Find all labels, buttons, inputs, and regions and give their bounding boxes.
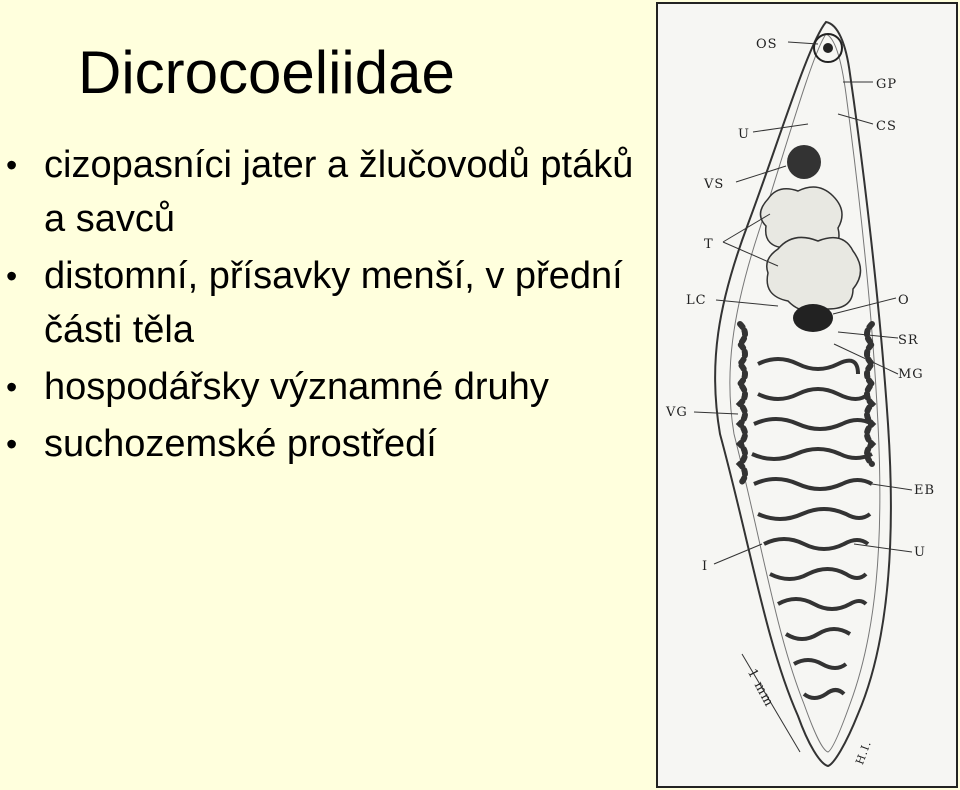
bullet-icon: • bbox=[6, 369, 18, 405]
vitelline-gland-left bbox=[740, 324, 745, 484]
bullet-text: hospodářsky významné druhy bbox=[44, 366, 549, 408]
label-cs: CS bbox=[876, 119, 897, 134]
label-t: T bbox=[704, 237, 714, 252]
bullet-text: distomní, přísavky menší, v přední části těla bbox=[44, 255, 623, 351]
label-u-top: U bbox=[738, 127, 750, 142]
label-o: O bbox=[898, 293, 910, 308]
ovary bbox=[793, 304, 833, 332]
bullet-icon: • bbox=[6, 147, 18, 183]
uterus-loops bbox=[752, 359, 872, 698]
bullet-icon: • bbox=[6, 258, 18, 294]
label-mg: MG bbox=[898, 367, 924, 382]
fluke-anatomy-figure bbox=[656, 2, 958, 788]
bullet-item bbox=[0, 360, 640, 414]
bullet-item bbox=[0, 417, 640, 471]
bullet-item bbox=[0, 138, 640, 246]
label-eb: EB bbox=[914, 483, 936, 498]
label-i: I bbox=[702, 559, 709, 574]
label-scale: 1 mm bbox=[743, 666, 777, 710]
testis-posterior bbox=[767, 237, 861, 311]
bullet-icon: • bbox=[6, 426, 18, 462]
label-vs: VS bbox=[704, 177, 725, 192]
fluke-anatomy-diagram bbox=[658, 4, 956, 786]
bullet-list bbox=[0, 138, 640, 474]
label-vg: VG bbox=[666, 405, 688, 420]
bullet-item bbox=[0, 249, 640, 357]
label-gp: GP bbox=[876, 77, 898, 92]
label-os: OS bbox=[756, 37, 778, 52]
label-signature: H.I. bbox=[853, 738, 874, 767]
bullet-text: cizopasníci jater a žlučovodů ptáků a savců bbox=[44, 144, 634, 240]
label-lc: LC bbox=[686, 293, 707, 308]
bullet-text: suchozemské prostředí bbox=[44, 423, 437, 465]
ventral-sucker bbox=[787, 145, 821, 179]
label-u-bottom: U bbox=[914, 545, 926, 560]
slide-title: Dicrocoeliidae bbox=[78, 39, 455, 106]
label-sr: SR bbox=[898, 333, 919, 348]
